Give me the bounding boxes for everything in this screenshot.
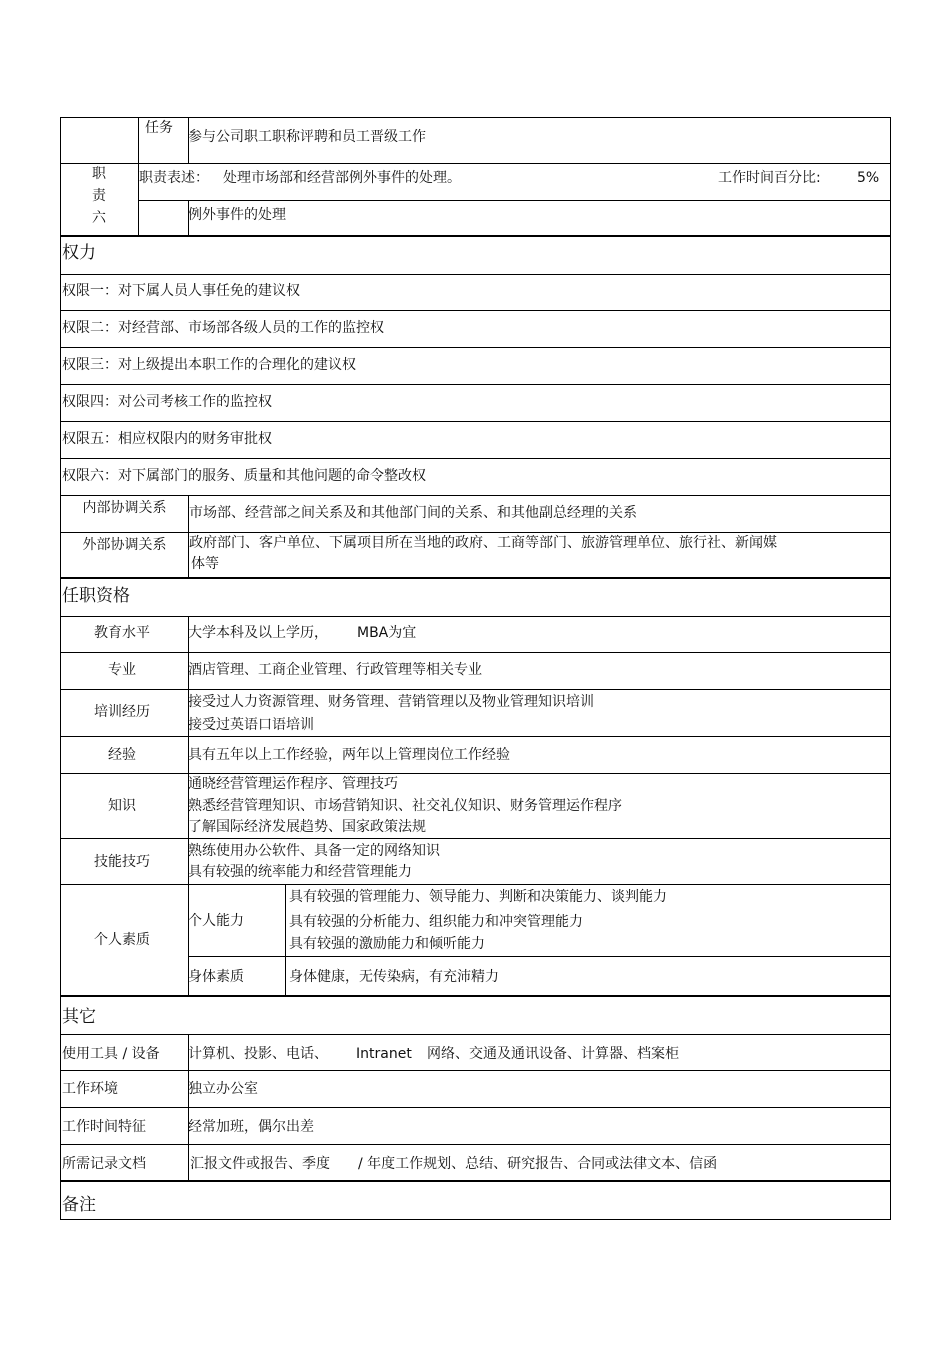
divider (61, 616, 890, 617)
experience-label: 经验 (108, 747, 136, 763)
divider (61, 652, 890, 653)
duty-side-label-3: 六 (92, 210, 106, 226)
divider (188, 956, 890, 957)
section-divider (61, 1180, 890, 1182)
records-value: 汇报文件或报告、季度 (190, 1156, 330, 1172)
training-label: 培训经历 (94, 704, 150, 720)
divider (61, 1070, 890, 1071)
divider (61, 689, 890, 690)
external-coord-value-line1: 政府部门、客户单位、下属项目所在当地的政府、工商等部门、旅游管理单位、旅行社、新闻媒 (189, 535, 777, 551)
duty-desc-label: 职责表述： (139, 170, 209, 186)
education-value-mba: MBA为宜 (357, 625, 417, 641)
section-divider (61, 995, 890, 997)
external-coord-value-line2: 体等 (191, 556, 219, 572)
physical-value: 身体健康，无传染病，有充沛精力 (289, 969, 499, 985)
divider (61, 458, 890, 459)
section-title-qualification: 任职资格 (62, 586, 130, 606)
divider (61, 163, 890, 164)
divider (61, 310, 890, 311)
divider (285, 884, 286, 996)
external-coord-label: 外部协调关系 (82, 537, 167, 553)
power-item: 权限一：对下属人员人事任免的建议权 (62, 283, 300, 299)
divider (61, 1144, 890, 1145)
ability-value: 具有较强的管理能力、领导能力、判断和决策能力、谈判能力 (289, 889, 667, 905)
records-label: 所需记录文档 (62, 1156, 146, 1172)
duty-desc-text: 处理市场部和经营部例外事件的处理。 (223, 170, 461, 186)
divider (61, 495, 890, 496)
power-item: 权限四：对公司考核工作的监控权 (62, 394, 272, 410)
power-item: 权限三：对上级提出本职工作的合理化的建议权 (62, 357, 356, 373)
skills-label: 技能技巧 (94, 854, 150, 870)
power-item: 权限六：对下属部门的服务、质量和其他问题的命令整改权 (62, 468, 426, 484)
major-label: 专业 (108, 662, 136, 678)
knowledge-value: 熟悉经营管理知识、市场营销知识、社交礼仪知识、财务管理运作程序 (188, 798, 622, 814)
power-item: 权限五：相应权限内的财务审批权 (62, 431, 272, 447)
section-divider (61, 235, 890, 237)
power-item: 权限二：对经营部、市场部各级人员的工作的监控权 (62, 320, 384, 336)
personal-quality-label: 个人素质 (94, 932, 150, 948)
divider (61, 421, 890, 422)
records-value-rest: / 年度工作规划、总结、研究报告、合同或法律文本、信函 (358, 1156, 718, 1172)
internal-coord-value: 市场部、经营部之间关系及和其他部门间的关系、和其他副总经理的关系 (189, 505, 637, 521)
knowledge-label: 知识 (108, 798, 136, 814)
work-time-value: 经常加班，偶尔出差 (188, 1119, 314, 1135)
tools-label: 使用工具 / 设备 (62, 1046, 160, 1062)
divider (61, 274, 890, 275)
task-label: 任务 (145, 120, 173, 136)
environment-label: 工作环境 (62, 1081, 118, 1097)
major-value: 酒店管理、工商企业管理、行政管理等相关专业 (188, 662, 482, 678)
experience-value: 具有五年以上工作经验，两年以上管理岗位工作经验 (188, 747, 510, 763)
section-divider (61, 577, 890, 579)
environment-value: 独立办公室 (188, 1081, 258, 1097)
knowledge-value: 了解国际经济发展趋势、国家政策法规 (188, 819, 426, 835)
physical-label: 身体素质 (188, 969, 244, 985)
time-percent-value: 5% (857, 170, 880, 186)
time-percent-label: 工作时间百分比: (718, 170, 821, 186)
work-time-label: 工作时间特征 (62, 1119, 146, 1135)
section-title-other: 其它 (62, 1007, 96, 1027)
divider (61, 1034, 890, 1035)
section-title-power: 权力 (62, 243, 96, 263)
job-description-form (60, 117, 891, 1220)
section-title-notes: 备注 (62, 1195, 96, 1215)
divider (61, 884, 890, 885)
skills-value: 具有较强的统率能力和经营管理能力 (188, 864, 412, 880)
education-label: 教育水平 (94, 625, 150, 641)
internal-coord-label: 内部协调关系 (82, 500, 167, 516)
training-value: 接受过人力资源管理、财务管理、营销管理以及物业管理知识培训 (188, 694, 594, 710)
divider (61, 1107, 890, 1108)
divider (138, 200, 890, 201)
ability-value: 具有较强的分析能力、组织能力和冲突管理能力 (289, 914, 583, 930)
tools-value-rest: 网络、交通及通讯设备、计算器、档案柜 (427, 1046, 679, 1062)
tools-value-intranet: Intranet (356, 1046, 412, 1062)
duty-side-label-2: 责 (92, 188, 106, 204)
training-value: 接受过英语口语培训 (188, 717, 314, 733)
divider (61, 773, 890, 774)
divider (61, 347, 890, 348)
duty-side-label-1: 职 (92, 166, 106, 182)
divider (61, 838, 890, 839)
duty-item: 例外事件的处理 (188, 207, 286, 223)
knowledge-value: 通晓经营管理运作程序、管理技巧 (188, 776, 398, 792)
tools-value: 计算机、投影、电话、 (188, 1046, 328, 1062)
task-item: 参与公司职工职称评聘和员工晋级工作 (188, 129, 426, 145)
ability-label: 个人能力 (188, 913, 244, 929)
divider (61, 384, 890, 385)
education-value: 大学本科及以上学历， (188, 625, 328, 641)
skills-value: 熟练使用办公软件、具备一定的网络知识 (188, 843, 440, 859)
divider (61, 736, 890, 737)
ability-value: 具有较强的激励能力和倾听能力 (289, 936, 485, 952)
